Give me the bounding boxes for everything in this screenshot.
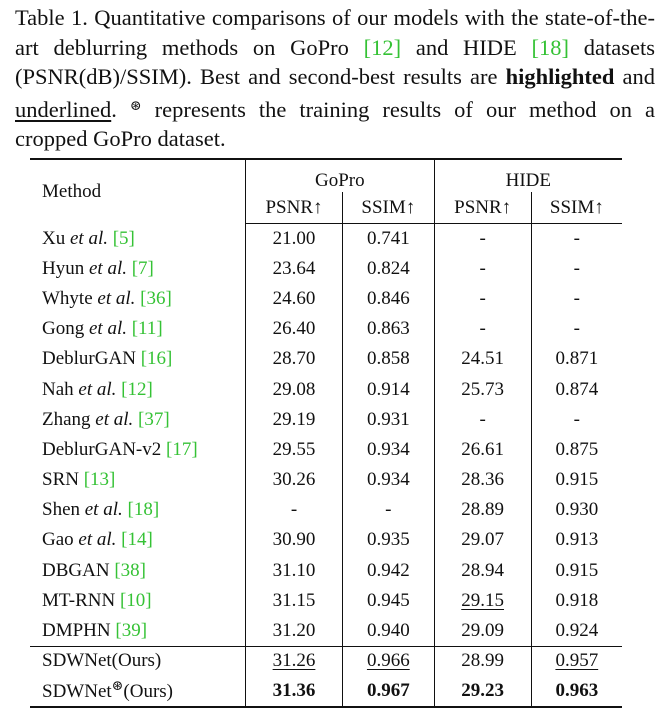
- hide-ssim-cell: [531, 284, 622, 314]
- hide-psnr-cell: [434, 405, 531, 435]
- value-text: 21.00: [272, 227, 316, 249]
- citation-link[interactable]: [7]: [131, 257, 154, 279]
- et-al-text: et al.: [84, 318, 127, 340]
- table-row: [30, 616, 622, 646]
- hide-ssim-cell: [531, 314, 622, 344]
- value-text: 29.55: [272, 438, 316, 460]
- value-text: 29.09: [461, 619, 505, 641]
- method-name: Nah: [42, 378, 74, 400]
- method-name: SDWNet: [42, 681, 112, 703]
- gopro-ssim-cell: [342, 556, 434, 586]
- et-al-text: et al.: [92, 287, 136, 309]
- table-row: [30, 314, 622, 344]
- hide-psnr-cell: [434, 676, 531, 706]
- gopro-psnr-cell: [246, 646, 343, 676]
- value-text: 0.957: [555, 650, 599, 672]
- hide-psnr-cell: [434, 254, 531, 284]
- citation-link[interactable]: [5]: [112, 227, 135, 249]
- hide-psnr-cell: [434, 284, 531, 314]
- hide-psnr-cell: [434, 465, 531, 495]
- value-text: -: [573, 227, 580, 249]
- table-row: [30, 224, 622, 254]
- value-text: 28.70: [272, 348, 316, 370]
- hide-psnr-cell: [434, 224, 531, 254]
- method-name: SRN: [42, 469, 79, 491]
- value-text: 31.10: [272, 559, 316, 581]
- citation-link[interactable]: [17]: [166, 438, 198, 460]
- hide-ssim-cell: [531, 495, 622, 525]
- value-text: 0.914: [366, 378, 410, 400]
- caption-text: represents the training results of our method on a cropped GoPro dataset.: [15, 96, 655, 151]
- gopro-ssim-cell: [342, 465, 434, 495]
- table-row: [30, 374, 622, 404]
- gopro-ssim-cell: [342, 435, 434, 465]
- value-text: -: [573, 287, 580, 309]
- value-text: 31.15: [272, 589, 316, 611]
- gopro-psnr-cell: [246, 374, 343, 404]
- method-name: Zhang: [42, 408, 91, 430]
- method-cell: [30, 676, 246, 706]
- method-column-header: Method: [30, 159, 246, 224]
- value-text: 0.741: [366, 227, 410, 249]
- hide-psnr-cell: [434, 616, 531, 646]
- method-name: DeblurGAN-v2: [42, 438, 162, 460]
- table-row: [30, 435, 622, 465]
- caption-text: .: [111, 96, 130, 122]
- method-cell: [30, 646, 246, 676]
- value-text: 0.863: [366, 318, 410, 340]
- value-text: 0.875: [555, 438, 599, 460]
- value-text: 30.90: [272, 529, 316, 551]
- hide-ssim-cell: [531, 616, 622, 646]
- ours-row: [30, 676, 622, 706]
- value-text: 31.20: [272, 619, 316, 641]
- method-cell: [30, 374, 246, 404]
- citation-link[interactable]: [39]: [115, 619, 148, 641]
- value-text: -: [573, 257, 580, 279]
- table-row: [30, 284, 622, 314]
- value-text: 26.40: [272, 318, 316, 340]
- ours-label: (Ours): [123, 681, 173, 703]
- value-text: 0.940: [366, 619, 410, 641]
- citation-link[interactable]: [18]: [531, 34, 570, 60]
- hide-ssim-cell: [531, 405, 622, 435]
- citation-link[interactable]: [38]: [114, 559, 146, 581]
- value-text: 31.36: [272, 679, 316, 701]
- method-cell: [30, 586, 246, 616]
- citation-link[interactable]: [14]: [121, 529, 153, 551]
- gopro-psnr-cell: [246, 676, 343, 706]
- caption-bold-term: highlighted: [505, 64, 615, 89]
- et-al-text: et al.: [90, 408, 134, 430]
- hide-ssim-cell: [531, 465, 622, 495]
- method-cell: [30, 435, 246, 465]
- method-name: Whyte: [42, 287, 93, 309]
- gopro-psnr-cell: [246, 616, 343, 646]
- hide-psnr-cell: [434, 525, 531, 555]
- table-row: [30, 465, 622, 495]
- method-cell: [30, 284, 246, 314]
- method-cell: [30, 254, 246, 284]
- citation-link[interactable]: [12]: [121, 378, 153, 400]
- value-text: 24.51: [461, 348, 505, 370]
- ours-row: [30, 646, 622, 676]
- method-name: Shen: [42, 499, 80, 521]
- table-caption: [15, 3, 655, 154]
- gopro-ssim-cell: [342, 616, 434, 646]
- gopro-psnr-cell: [246, 495, 343, 525]
- method-cell: [30, 405, 246, 435]
- table-row: [30, 556, 622, 586]
- method-name: DBGAN: [42, 559, 110, 581]
- value-text: 0.858: [366, 348, 410, 370]
- caption-text: Table 1. Quantitative comparisons of our models with the state-of-the-art deblurring methods on GoPro: [15, 5, 655, 60]
- method-name: Gong: [42, 318, 85, 340]
- table-row: [30, 586, 622, 616]
- citation-link[interactable]: [12]: [363, 34, 402, 60]
- value-text: 29.15: [461, 589, 505, 611]
- value-text: 0.918: [555, 589, 599, 611]
- value-text: 0.924: [555, 619, 599, 641]
- table-row: [30, 495, 622, 525]
- hide-ssim-cell: [531, 556, 622, 586]
- caption-text: and: [614, 64, 655, 89]
- value-text: 0.846: [366, 287, 410, 309]
- hide-ssim-header: SSIM↑: [531, 192, 622, 224]
- gopro-ssim-cell: [342, 586, 434, 616]
- citation-link[interactable]: [11]: [131, 318, 163, 340]
- et-al-text: et al.: [84, 257, 127, 279]
- value-text: 28.99: [461, 650, 505, 672]
- gopro-psnr-cell: [246, 254, 343, 284]
- method-name: SDWNet: [42, 650, 112, 672]
- gopro-psnr-cell: [246, 314, 343, 344]
- method-cell: [30, 556, 246, 586]
- value-text: -: [385, 499, 392, 521]
- hide-ssim-cell: [531, 676, 622, 706]
- method-cell: [30, 525, 246, 555]
- value-text: 0.966: [366, 650, 410, 672]
- value-text: -: [573, 408, 580, 430]
- citation-link[interactable]: [10]: [119, 589, 152, 611]
- value-text: 0.874: [555, 378, 599, 400]
- value-text: 0.934: [366, 469, 410, 491]
- gopro-psnr-cell: [246, 284, 343, 314]
- citation-link[interactable]: [36]: [140, 287, 172, 309]
- value-text: 0.934: [366, 438, 410, 460]
- gopro-ssim-cell: [342, 676, 434, 706]
- value-text: 0.942: [366, 559, 410, 581]
- value-text: 0.930: [555, 499, 599, 521]
- value-text: 29.23: [461, 679, 505, 701]
- method-cell: [30, 495, 246, 525]
- value-text: 25.73: [461, 378, 505, 400]
- caption-text: and HIDE: [401, 34, 532, 60]
- value-text: 29.07: [461, 529, 505, 551]
- gopro-psnr-cell: [246, 435, 343, 465]
- gopro-ssim-cell: [342, 374, 434, 404]
- hide-ssim-cell: [531, 254, 622, 284]
- et-al-text: et al.: [73, 378, 117, 400]
- value-text: 0.913: [555, 529, 599, 551]
- hide-psnr-cell: [434, 495, 531, 525]
- hide-ssim-cell: [531, 525, 622, 555]
- method-name: Gao: [42, 529, 74, 551]
- value-text: -: [479, 408, 486, 430]
- gopro-psnr-header: PSNR↑: [246, 192, 343, 224]
- results-table: [30, 158, 622, 708]
- gopro-ssim-cell: [342, 525, 434, 555]
- method-name: Xu: [42, 227, 66, 249]
- hide-psnr-cell: [434, 314, 531, 344]
- table-row: [30, 525, 622, 555]
- table-row: [30, 405, 622, 435]
- gopro-psnr-cell: [246, 405, 343, 435]
- value-text: 31.26: [272, 650, 316, 672]
- hide-psnr-cell: [434, 435, 531, 465]
- hide-psnr-cell: [434, 344, 531, 374]
- et-al-text: et al.: [73, 529, 117, 551]
- value-text: 0.871: [555, 348, 599, 370]
- gopro-psnr-cell: [246, 465, 343, 495]
- hide-psnr-cell: [434, 646, 531, 676]
- hide-ssim-cell: [531, 224, 622, 254]
- gopro-psnr-cell: [246, 525, 343, 555]
- value-text: -: [290, 499, 298, 521]
- hide-psnr-cell: [434, 374, 531, 404]
- hide-psnr-cell: [434, 586, 531, 616]
- value-text: 26.61: [461, 438, 505, 460]
- value-text: 0.915: [555, 559, 599, 581]
- gopro-group-header: GoPro: [246, 159, 435, 192]
- gopro-ssim-cell: [342, 405, 434, 435]
- hide-psnr-header: PSNR↑: [434, 192, 531, 224]
- value-text: 0.945: [366, 589, 410, 611]
- value-text: 0.967: [366, 679, 410, 701]
- value-text: 28.94: [461, 559, 505, 581]
- gopro-ssim-cell: [342, 314, 434, 344]
- value-text: -: [479, 227, 486, 249]
- gopro-ssim-cell: [342, 344, 434, 374]
- hide-ssim-cell: [531, 435, 622, 465]
- hide-psnr-cell: [434, 556, 531, 586]
- value-text: 24.60: [272, 287, 316, 309]
- value-text: 0.935: [366, 529, 410, 551]
- gopro-ssim-cell: [342, 646, 434, 676]
- caption-text: datasets (PSNR(dB)/SSIM). Best and second-best results are: [15, 34, 655, 89]
- table-row: [30, 344, 622, 374]
- gopro-psnr-cell: [246, 586, 343, 616]
- gopro-psnr-cell: [246, 556, 343, 586]
- circled-asterisk-symbol: ⊛: [129, 98, 142, 114]
- citation-link[interactable]: [13]: [83, 469, 116, 491]
- gopro-ssim-header: SSIM↑: [342, 192, 434, 224]
- et-al-text: et al.: [65, 227, 108, 249]
- value-text: -: [573, 318, 580, 340]
- gopro-ssim-cell: [342, 495, 434, 525]
- method-cell: [30, 224, 246, 254]
- value-text: 29.08: [272, 378, 316, 400]
- et-al-text: et al.: [80, 499, 123, 521]
- value-text: -: [479, 318, 486, 340]
- table-row: [30, 254, 622, 284]
- value-text: 28.89: [461, 499, 505, 521]
- gopro-ssim-cell: [342, 224, 434, 254]
- citation-link[interactable]: [16]: [140, 348, 173, 370]
- value-text: 23.64: [272, 257, 316, 279]
- value-text: 0.963: [555, 679, 599, 701]
- hide-ssim-cell: [531, 586, 622, 616]
- citation-link[interactable]: [37]: [138, 408, 170, 430]
- method-name: MT-RNN: [42, 589, 116, 611]
- gopro-psnr-cell: [246, 344, 343, 374]
- citation-link[interactable]: [18]: [127, 499, 160, 521]
- hide-ssim-cell: [531, 344, 622, 374]
- value-text: -: [479, 287, 486, 309]
- method-name: Hyun: [42, 257, 85, 279]
- method-name: DMPHN: [42, 619, 111, 641]
- method-cell: [30, 616, 246, 646]
- gopro-psnr-cell: [246, 224, 343, 254]
- gopro-ssim-cell: [342, 284, 434, 314]
- method-cell: [30, 314, 246, 344]
- gopro-ssim-cell: [342, 254, 434, 284]
- method-name: DeblurGAN: [42, 348, 136, 370]
- hide-group-header: HIDE: [434, 159, 622, 192]
- hide-ssim-cell: [531, 374, 622, 404]
- ours-label: (Ours): [111, 650, 162, 672]
- circled-asterisk-symbol: ⊛: [111, 679, 124, 695]
- value-text: 28.36: [461, 469, 505, 491]
- value-text: 29.19: [272, 408, 316, 430]
- value-text: 0.931: [366, 408, 410, 430]
- hide-ssim-cell: [531, 646, 622, 676]
- value-text: -: [479, 257, 486, 279]
- method-cell: [30, 344, 246, 374]
- value-text: 30.26: [272, 469, 316, 491]
- method-cell: [30, 465, 246, 495]
- value-text: 0.824: [366, 257, 410, 279]
- caption-underlined-term: underlined: [15, 96, 112, 122]
- value-text: 0.915: [555, 469, 599, 491]
